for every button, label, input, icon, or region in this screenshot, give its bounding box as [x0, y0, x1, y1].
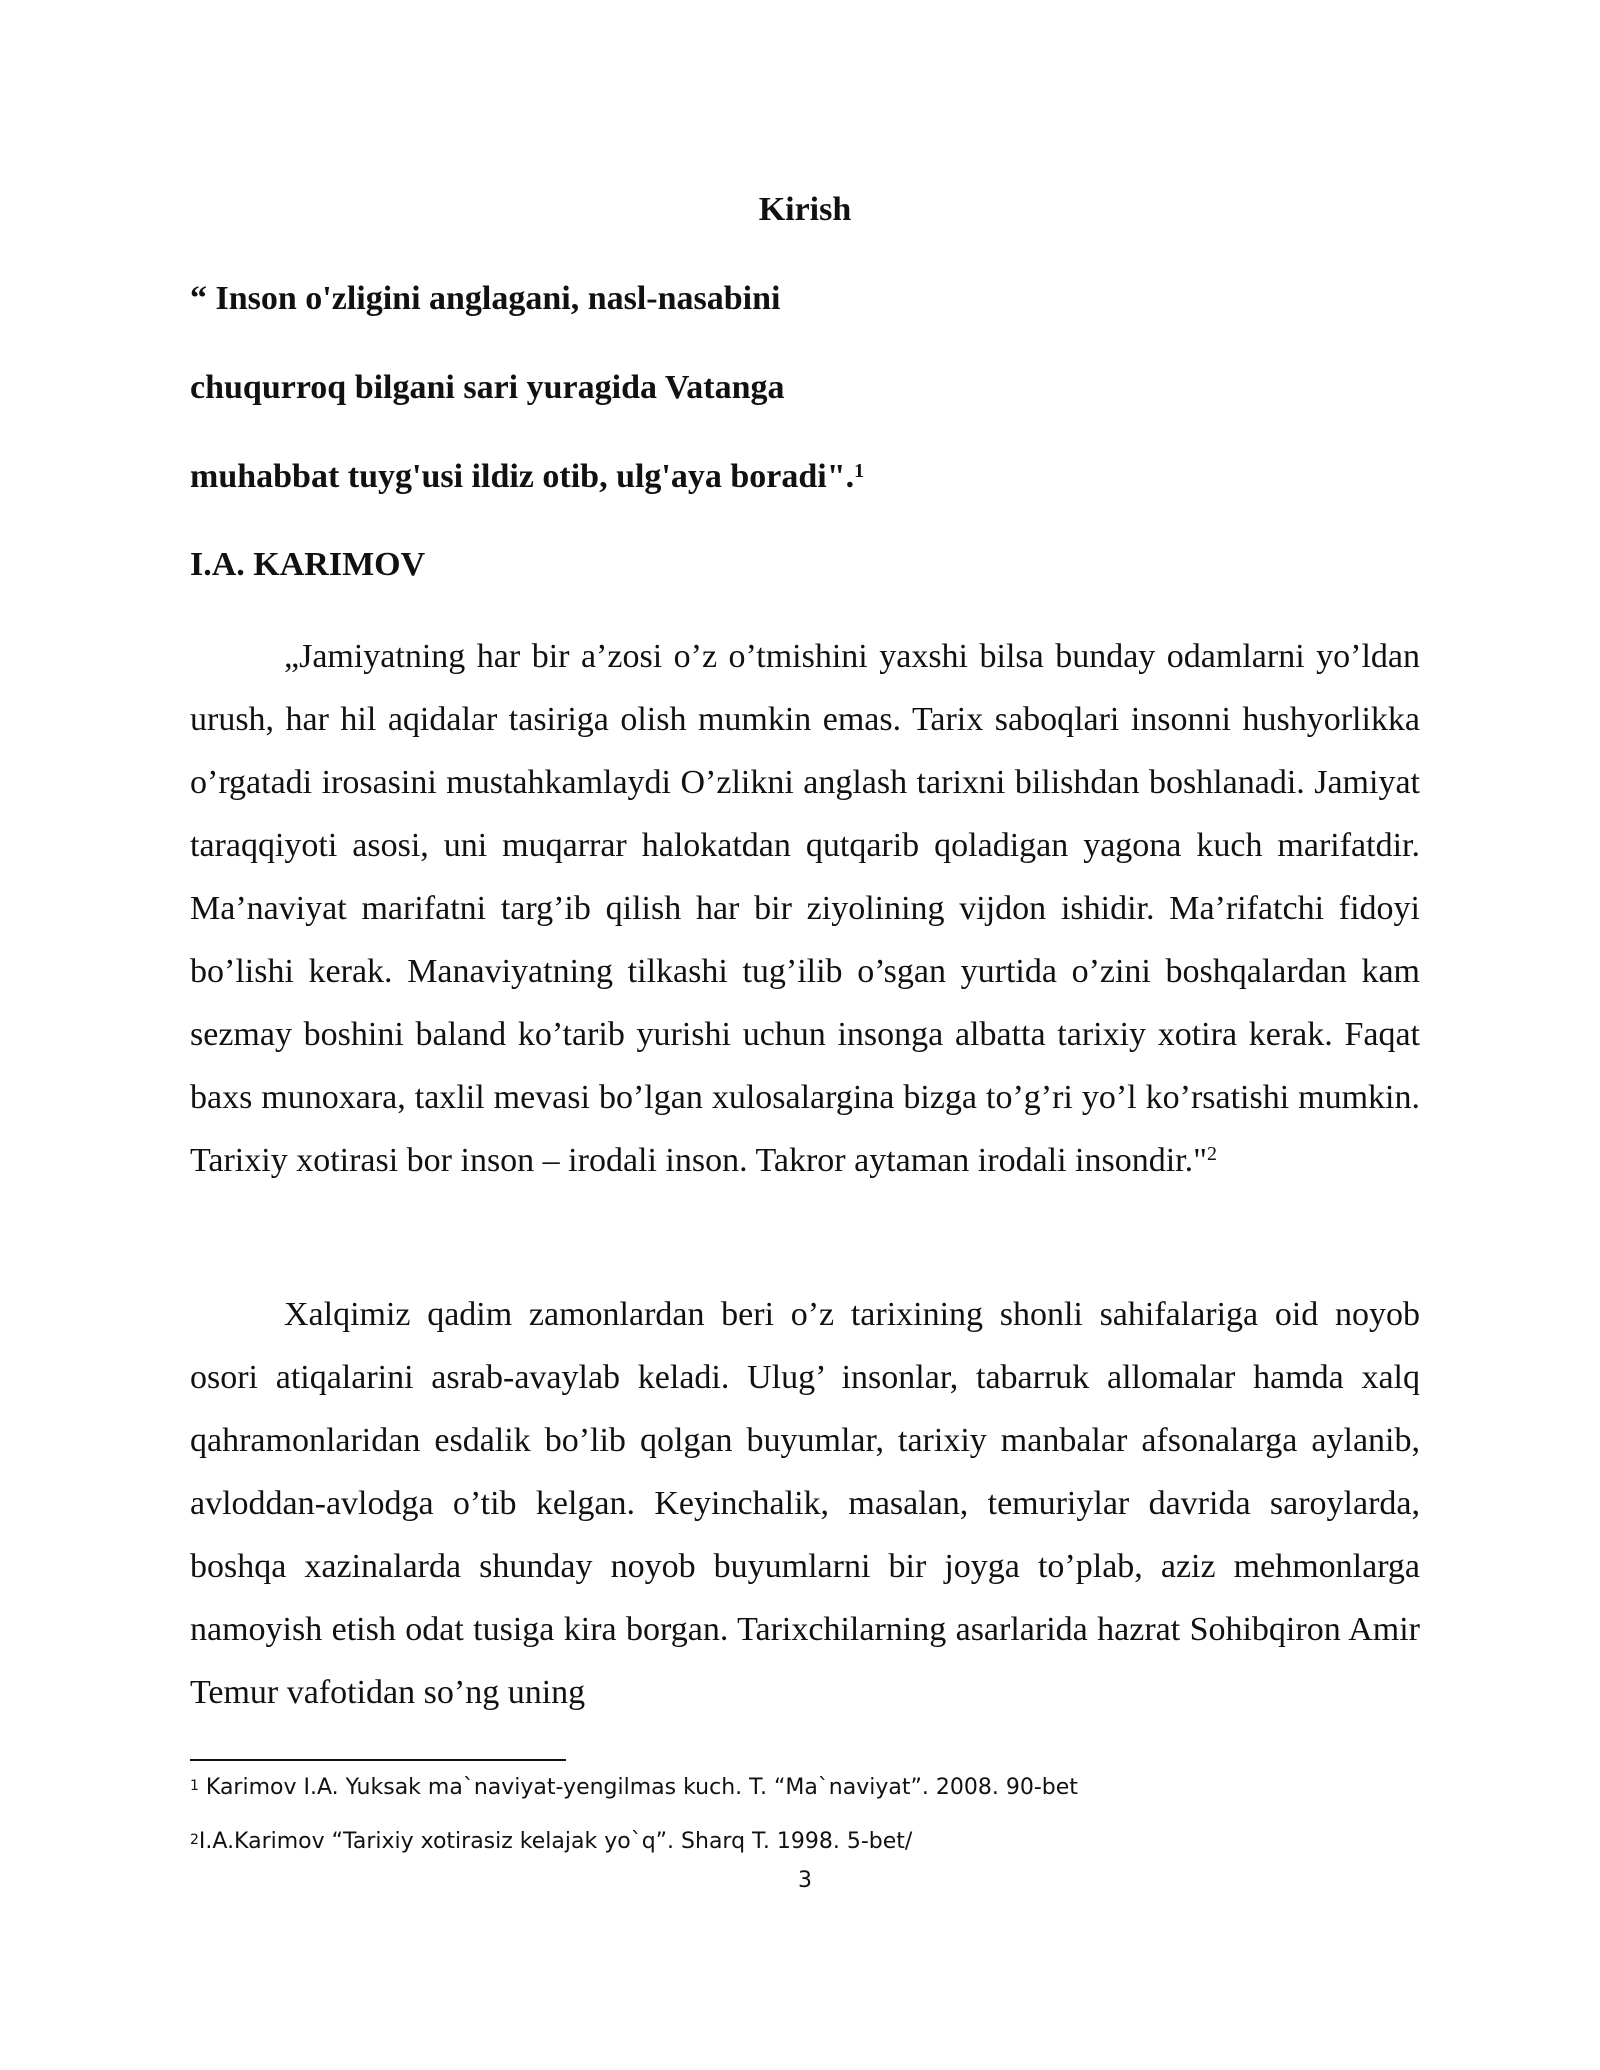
page-number: 3 [798, 1868, 812, 1893]
footnote-separator [190, 1759, 566, 1761]
epigraph-line-3-text: muhabbat tuyg'usi ildiz otib, ulg'aya boradi". [190, 458, 855, 495]
footnote-ref-2[interactable]: 2 [1207, 1143, 1217, 1165]
epigraph-author: I.A. KARIMOV [190, 546, 426, 583]
body-paragraph-1 [190, 625, 1420, 1192]
epigraph-line-2 [190, 363, 1090, 452]
epigraph [190, 274, 1090, 541]
footnote-2-text: I.A.Karimov “Tarixiy xotirasiz kelajak yo`q”. Sharq T. 1998. 5-bet/ [198, 1829, 913, 1854]
body-paragraph-2-text: Xalqimiz qadim zamonlardan beri o’z tarixining shonli sahifalariga oid noyob osori atiqalarini asrab-avaylab keladi. Ulug’ insonlar, tabarruk allomalar hamda xalq qahramonlaridan esdalik bo’lib qolgan buyumlar, tarixiy manbalar afsonalarga aylanib, avloddan-avlodga o’tib kelgan. Keyinchalik, masalan, temuriylar davrida saroylarda, boshqa xazinalarda shunday noyob buyumlarni bir joyga to’plab, aziz mehmonlarga namoyish etish odat tusiga kira borgan. Tarixchilarning asarlarida hazrat Sohibqiron Amir Temur vafotidan so’ng uning [190, 1296, 1420, 1711]
body-paragraph-1-text: „Jamiyatning har bir a’zosi o’z o’tmishini yaxshi bilsa bunday odamlarni yo’ldan urush, har hil aqidalar tasiriga olish mumkin emas. Tarix saboqlari insonni hushyorlikka o’rgatadi irosasini mustahkamlaydi O’zlikni anglash tarixni bilishdan boshlanadi. Jamiyat taraqqiyoti asosi, uni muqarrar halokatdan qutqarib qoladigan yagona kuch marifatdir. Ma’naviyat marifatni targ’ib qilish har bir ziyolining vijdon ishidir. Ma’rifatchi fidoyi bo’lishi kerak. Manaviyatning tilkashi tug’ilib o’sgan yurtida o’zini boshqalardan kam sezmay boshini baland ko’tarib yurishi uchun insonga albatta tarixiy xotira kerak. Faqat baxs munoxara, taxlil mevasi bo’lgan xulosalargina bizga to’g’ri yo’l ko’rsatishi mumkin. Tarixiy xotirasi bor inson – irodali inson. Takror aytaman irodali insondir." [190, 638, 1420, 1179]
footnote-1 [190, 1772, 1420, 1804]
body-paragraph-2 [190, 1283, 1420, 1724]
footnote-ref-1[interactable]: 1 [854, 460, 865, 482]
epigraph-line-1-text: “ Inson o'zligini anglagani, nasl-nasabini [190, 280, 781, 317]
epigraph-line-3 [190, 452, 1090, 541]
footnote-2 [190, 1826, 1420, 1858]
epigraph-line-1 [190, 274, 1090, 363]
footnotes [190, 1772, 1420, 1858]
section-heading: Kirish [758, 191, 852, 228]
footnote-1-text: Karimov I.A. Yuksak ma`naviyat-yengilmas kuch. T. “Ma`naviyat”. 2008. 90-bet [198, 1775, 1078, 1800]
footnote-1-mark: 1 [190, 1778, 199, 1794]
epigraph-line-2-text: chuqurroq bilgani sari yuragida Vatanga [190, 369, 785, 406]
footnote-2-mark: 2 [190, 1832, 199, 1848]
